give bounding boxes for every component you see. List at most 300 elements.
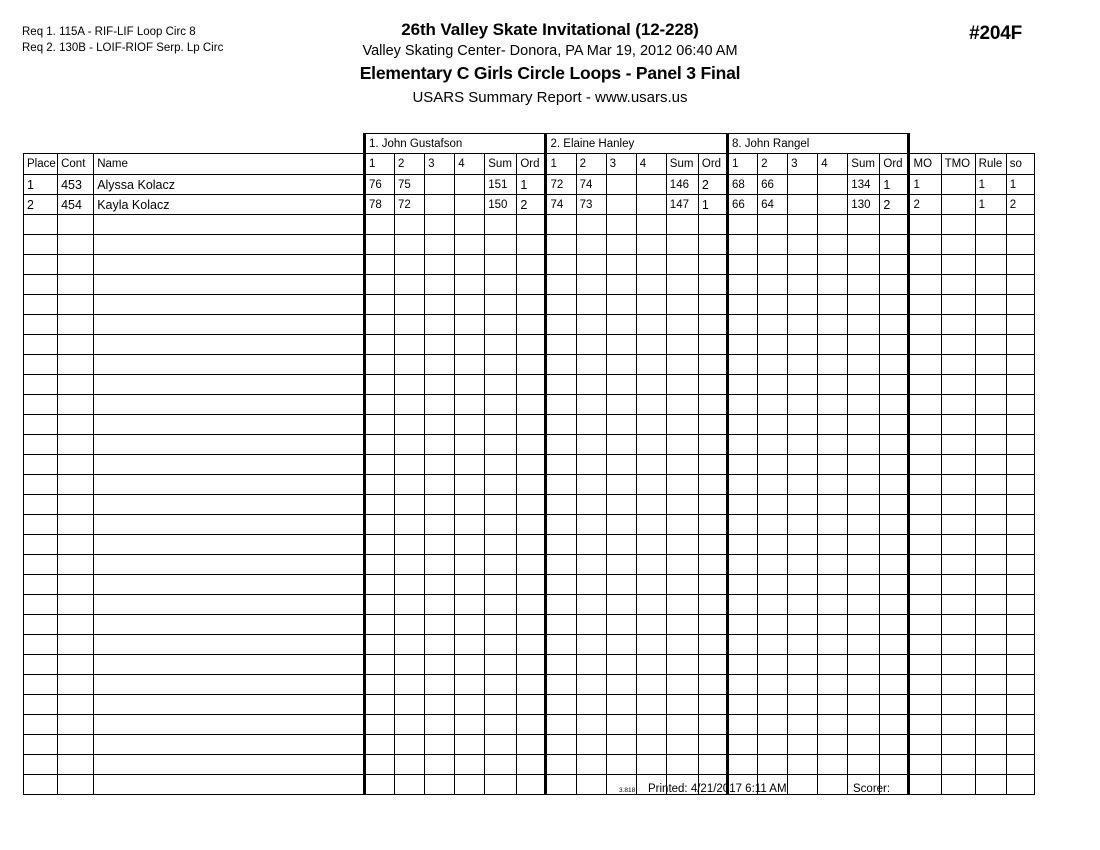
cell-blank [546, 695, 576, 715]
cell-mo: 1 [909, 175, 941, 195]
cell-blank [727, 515, 757, 535]
cell-blank [848, 675, 880, 695]
cell-blank [485, 455, 517, 475]
cell-blank [395, 255, 425, 275]
cell-blank [788, 315, 818, 335]
cell-blank [395, 235, 425, 255]
header-mo: MO [909, 154, 941, 175]
cell-blank [788, 535, 818, 555]
table-row-empty [24, 655, 1035, 675]
cell-j2-mark-1: 74 [546, 195, 576, 215]
cell-blank [975, 695, 1006, 715]
cell-blank [788, 255, 818, 275]
cell-blank [880, 635, 909, 655]
cell-rule: 1 [975, 175, 1006, 195]
cell-blank [975, 435, 1006, 455]
cell-blank [880, 295, 909, 315]
cell-blank [975, 295, 1006, 315]
cell-blank [975, 755, 1006, 775]
cell-blank [666, 675, 698, 695]
cell-blank [395, 375, 425, 395]
cell-blank [880, 435, 909, 455]
cell-blank [636, 515, 666, 535]
cell-blank [666, 415, 698, 435]
table-row [24, 195, 1035, 215]
cell-blank [975, 455, 1006, 475]
cell-blank [24, 455, 58, 475]
cell-blank [818, 315, 848, 335]
cell-blank [1006, 455, 1034, 475]
cell-blank [94, 295, 365, 315]
cell-blank [880, 555, 909, 575]
cell-blank [395, 415, 425, 435]
cell-blank [666, 635, 698, 655]
cell-blank [425, 695, 455, 715]
cell-blank [395, 535, 425, 555]
competition-title: 26th Valley Skate Invitational (12-228) [401, 20, 699, 39]
cell-blank [788, 575, 818, 595]
cell-blank [364, 495, 394, 515]
table-row-empty [24, 275, 1035, 295]
header-j2-ord: Ord [698, 154, 727, 175]
cell-blank [576, 295, 606, 315]
cell-blank [975, 395, 1006, 415]
cell-blank [818, 655, 848, 675]
cell-blank [880, 675, 909, 695]
cell-blank [818, 735, 848, 755]
cell-blank [425, 575, 455, 595]
cell-blank [941, 575, 975, 595]
cell-blank [666, 655, 698, 675]
cell-blank [1006, 335, 1034, 355]
cell-blank [364, 375, 394, 395]
cell-blank [666, 215, 698, 235]
header-j3-mark-4: 4 [818, 154, 848, 175]
cell-blank [58, 535, 94, 555]
cell-blank [666, 555, 698, 575]
cell-blank [425, 235, 455, 255]
cell-blank [636, 555, 666, 575]
cell-j2-sum: 146 [666, 175, 698, 195]
cell-blank [58, 495, 94, 515]
cell-blank [758, 595, 788, 615]
cell-blank [727, 535, 757, 555]
cell-blank [425, 755, 455, 775]
cell-blank [485, 475, 517, 495]
cell-blank [395, 555, 425, 575]
cell-blank [94, 215, 365, 235]
cell-blank [941, 495, 975, 515]
cell-blank [425, 295, 455, 315]
cell-blank [698, 335, 727, 355]
header-rule: Rule [975, 154, 1006, 175]
cell-blank [517, 435, 546, 455]
cell-blank [58, 435, 94, 455]
cell-blank [1006, 635, 1034, 655]
cell-blank [485, 715, 517, 735]
cell-blank [58, 635, 94, 655]
cell-rule: 1 [975, 195, 1006, 215]
cell-blank [698, 515, 727, 535]
cell-blank [818, 275, 848, 295]
cell-blank [395, 295, 425, 315]
cell-blank [485, 595, 517, 615]
cell-blank [727, 335, 757, 355]
cell-blank [1006, 315, 1034, 335]
cell-blank [94, 395, 365, 415]
cell-blank [517, 235, 546, 255]
cell-blank [576, 635, 606, 655]
cell-blank [975, 675, 1006, 695]
cell-blank [941, 675, 975, 695]
cell-blank [517, 355, 546, 375]
cell-blank [758, 495, 788, 515]
cell-blank [485, 615, 517, 635]
cell-blank [848, 235, 880, 255]
cell-blank [788, 515, 818, 535]
cell-blank [788, 435, 818, 455]
cell-blank [666, 335, 698, 355]
cell-blank [666, 435, 698, 455]
cell-blank [975, 655, 1006, 675]
cell-blank [909, 735, 941, 755]
cell-blank [848, 595, 880, 615]
table-row [24, 175, 1035, 195]
cell-blank [395, 335, 425, 355]
table-row-empty [24, 535, 1035, 555]
cell-blank [517, 275, 546, 295]
cell-blank [788, 475, 818, 495]
cell-blank [666, 735, 698, 755]
cell-j3-mark-1: 66 [727, 195, 757, 215]
cell-blank [425, 655, 455, 675]
cell-j1-mark-2: 75 [395, 175, 425, 195]
cell-blank [727, 315, 757, 335]
cell-blank [698, 295, 727, 315]
cell-blank [606, 575, 636, 595]
cell-blank [364, 215, 394, 235]
cell-blank [941, 275, 975, 295]
cell-j3-mark-4 [818, 175, 848, 195]
cell-blank [364, 515, 394, 535]
cell-blank [636, 475, 666, 495]
cell-blank [425, 355, 455, 375]
cell-blank [606, 495, 636, 515]
footer [23, 783, 1035, 801]
cell-blank [24, 475, 58, 495]
cell-blank [666, 295, 698, 315]
cell-j2-mark-2: 73 [576, 195, 606, 215]
cell-blank [727, 495, 757, 515]
cell-blank [909, 215, 941, 235]
cell-blank [666, 495, 698, 515]
table-row-empty [24, 315, 1035, 335]
cell-blank [848, 715, 880, 735]
cell-blank [485, 635, 517, 655]
cell-blank [880, 415, 909, 435]
cell-blank [909, 515, 941, 535]
cell-blank [636, 495, 666, 515]
cell-blank [455, 315, 485, 335]
cell-blank [636, 275, 666, 295]
cell-blank [1006, 495, 1034, 515]
cell-blank [1006, 355, 1034, 375]
cell-blank [425, 615, 455, 635]
cell-blank [1006, 555, 1034, 575]
cell-blank [909, 415, 941, 435]
cell-blank [576, 355, 606, 375]
cell-blank [909, 715, 941, 735]
cell-j3-mark-3 [788, 195, 818, 215]
cell-blank [455, 695, 485, 715]
cell-blank [788, 675, 818, 695]
cell-blank [24, 695, 58, 715]
cell-blank [941, 755, 975, 775]
event-title: Elementary C Girls Circle Loops - Panel 3 Final [359, 63, 741, 83]
header-j3-sum: Sum [848, 154, 880, 175]
cell-blank [58, 515, 94, 535]
cell-blank [517, 475, 546, 495]
cell-blank [636, 735, 666, 755]
cell-blank [727, 575, 757, 595]
cell-blank [758, 215, 788, 235]
spacer-cell [975, 134, 1006, 154]
cell-blank [455, 395, 485, 415]
cell-j2-mark-4 [636, 195, 666, 215]
cell-blank [546, 275, 576, 295]
cell-blank [395, 275, 425, 295]
cell-blank [758, 535, 788, 555]
cell-blank [758, 435, 788, 455]
cell-j2-sum: 147 [666, 195, 698, 215]
cell-blank [636, 595, 666, 615]
cell-blank [698, 735, 727, 755]
cell-blank [909, 575, 941, 595]
cell-blank [818, 675, 848, 695]
cell-blank [880, 655, 909, 675]
cell-blank [880, 375, 909, 395]
cell-blank [455, 595, 485, 615]
header-j2-sum: Sum [666, 154, 698, 175]
cell-blank [24, 235, 58, 255]
judge-banner-row [24, 134, 1035, 154]
cell-blank [788, 615, 818, 635]
cell-blank [94, 615, 365, 635]
cell-blank [941, 235, 975, 255]
table-row-empty [24, 675, 1035, 695]
cell-blank [24, 635, 58, 655]
cell-j1-mark-4 [455, 195, 485, 215]
table-row-empty [24, 575, 1035, 595]
cell-blank [818, 235, 848, 255]
cell-blank [975, 355, 1006, 375]
cell-blank [788, 235, 818, 255]
cell-j2-ord: 1 [698, 195, 727, 215]
cell-blank [576, 495, 606, 515]
cell-blank [546, 395, 576, 415]
cell-blank [24, 595, 58, 615]
cell-blank [698, 655, 727, 675]
cell-blank [546, 375, 576, 395]
cell-blank [788, 635, 818, 655]
cell-blank [364, 655, 394, 675]
cell-blank [727, 235, 757, 255]
cell-blank [975, 635, 1006, 655]
cell-blank [909, 535, 941, 555]
cell-blank [24, 755, 58, 775]
cell-blank [546, 635, 576, 655]
cell-blank [364, 275, 394, 295]
cell-blank [455, 475, 485, 495]
cell-blank [818, 535, 848, 555]
cell-blank [364, 355, 394, 375]
cell-blank [576, 615, 606, 635]
cell-blank [546, 555, 576, 575]
cell-blank [818, 375, 848, 395]
cell-blank [517, 335, 546, 355]
cell-blank [727, 275, 757, 295]
cell-blank [364, 455, 394, 475]
cell-j3-mark-1: 68 [727, 175, 757, 195]
cell-blank [606, 735, 636, 755]
cell-blank [364, 435, 394, 455]
cell-blank [698, 355, 727, 375]
cell-blank [636, 395, 666, 415]
cell-blank [975, 235, 1006, 255]
cell-blank [606, 715, 636, 735]
cell-blank [546, 355, 576, 375]
cell-blank [941, 315, 975, 335]
cell-blank [485, 495, 517, 515]
cell-blank [485, 395, 517, 415]
cell-blank [606, 215, 636, 235]
cell-blank [698, 235, 727, 255]
cell-blank [395, 575, 425, 595]
cell-blank [24, 255, 58, 275]
cell-blank [485, 355, 517, 375]
header-j1-sum: Sum [485, 154, 517, 175]
cell-blank [666, 715, 698, 735]
judge-1-name: 1. John Gustafson [364, 134, 546, 154]
cell-blank [666, 615, 698, 635]
cell-blank [485, 375, 517, 395]
cell-blank [880, 495, 909, 515]
cell-so: 2 [1006, 195, 1034, 215]
cell-blank [364, 675, 394, 695]
cell-blank [517, 255, 546, 275]
cell-blank [1006, 715, 1034, 735]
cell-blank [606, 435, 636, 455]
cell-blank [975, 575, 1006, 595]
cell-blank [818, 495, 848, 515]
cell-blank [909, 235, 941, 255]
header-j2-mark-1: 1 [546, 154, 576, 175]
cell-blank [395, 735, 425, 755]
cell-blank [576, 235, 606, 255]
cell-blank [1006, 375, 1034, 395]
header-j1-mark-4: 4 [455, 154, 485, 175]
cell-blank [848, 755, 880, 775]
cell-blank [485, 335, 517, 355]
cell-blank [517, 635, 546, 655]
cell-blank [848, 635, 880, 655]
cell-blank [666, 515, 698, 535]
cell-j3-ord: 1 [880, 175, 909, 195]
cell-blank [455, 435, 485, 455]
cell-blank [666, 575, 698, 595]
cell-blank [788, 655, 818, 675]
cell-blank [455, 675, 485, 695]
cell-blank [395, 695, 425, 715]
cell-blank [364, 715, 394, 735]
cell-blank [727, 555, 757, 575]
cell-blank [58, 675, 94, 695]
spacer-cell [24, 134, 58, 154]
cell-blank [880, 235, 909, 255]
cell-blank [848, 255, 880, 275]
table-row-empty [24, 375, 1035, 395]
cell-blank [727, 615, 757, 635]
cell-blank [880, 335, 909, 355]
cell-blank [727, 375, 757, 395]
cell-blank [727, 355, 757, 375]
cell-blank [58, 255, 94, 275]
cell-blank [24, 515, 58, 535]
cell-blank [364, 335, 394, 355]
cell-blank [425, 675, 455, 695]
cell-blank [364, 415, 394, 435]
table-row-empty [24, 295, 1035, 315]
cell-blank [636, 695, 666, 715]
cell-blank [909, 295, 941, 315]
cell-blank [666, 255, 698, 275]
cell-blank [425, 535, 455, 555]
cell-blank [425, 375, 455, 395]
cell-j1-sum: 151 [485, 175, 517, 195]
cell-blank [517, 455, 546, 475]
table-row-empty [24, 415, 1035, 435]
cell-blank [24, 655, 58, 675]
cell-blank [941, 295, 975, 315]
cell-blank [517, 295, 546, 315]
cell-blank [698, 255, 727, 275]
cell-blank [546, 455, 576, 475]
cell-blank [364, 235, 394, 255]
cell-blank [727, 595, 757, 615]
cell-tmo [941, 195, 975, 215]
cell-blank [880, 475, 909, 495]
cell-blank [975, 415, 1006, 435]
cell-blank [666, 395, 698, 415]
cell-blank [546, 215, 576, 235]
cell-blank [941, 515, 975, 535]
cell-blank [636, 675, 666, 695]
cell-blank [485, 235, 517, 255]
printed-timestamp: Printed: 4/21/2017 6:11 AM [648, 783, 787, 795]
cell-blank [546, 235, 576, 255]
cell-blank [425, 255, 455, 275]
cell-blank [94, 255, 365, 275]
cell-blank [546, 655, 576, 675]
cell-blank [941, 475, 975, 495]
cell-blank [94, 635, 365, 655]
cell-blank [848, 215, 880, 235]
cell-blank [455, 515, 485, 535]
cell-blank [818, 435, 848, 455]
cell-blank [698, 755, 727, 775]
cell-blank [698, 695, 727, 715]
cell-blank [58, 415, 94, 435]
